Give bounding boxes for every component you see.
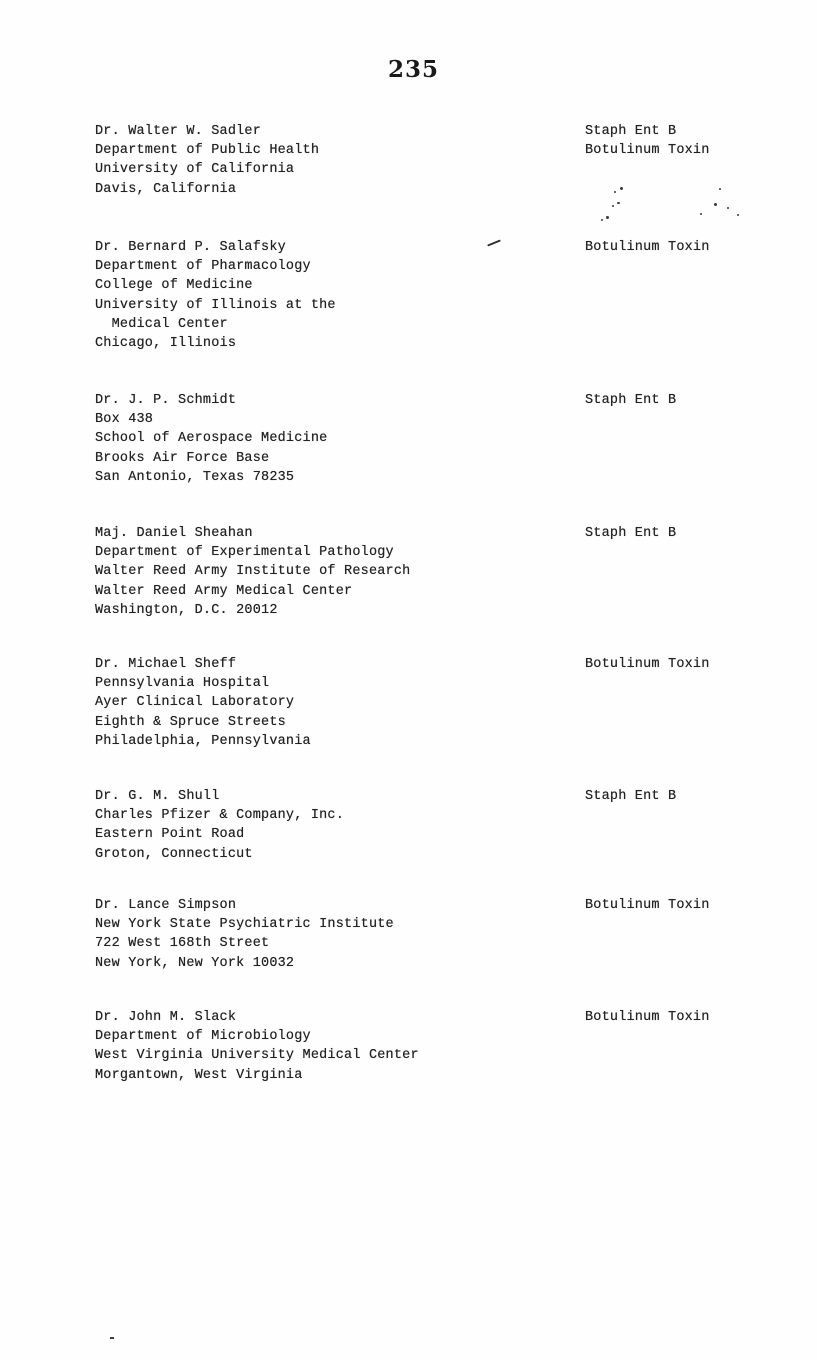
scan-artifact xyxy=(719,188,721,190)
address-line: Walter Reed Army Institute of Research xyxy=(95,564,411,580)
scan-artifact xyxy=(727,207,729,209)
address-line: Dr. Lance Simpson xyxy=(95,898,237,913)
entry-address xyxy=(95,655,311,751)
address-line: University of Illinois at the xyxy=(95,297,336,313)
address-line: Davis, California xyxy=(95,181,237,197)
scan-artifact xyxy=(620,187,623,190)
entry-address xyxy=(95,122,319,199)
address-line: Morgantown, West Virginia xyxy=(95,1067,303,1083)
address-line: Medical Center xyxy=(95,316,228,332)
address-line: Dr. John M. Slack xyxy=(95,1010,237,1025)
scan-artifact xyxy=(110,1337,114,1339)
address-line: College of Medicine xyxy=(95,278,253,294)
scan-artifact xyxy=(601,219,603,221)
address-line: New York, New York 10032 xyxy=(95,955,295,971)
address-line: Ayer Clinical Laboratory xyxy=(95,695,295,711)
entry-address xyxy=(95,524,410,620)
address-line: San Antonio, Texas 78235 xyxy=(95,469,295,485)
entry-agents xyxy=(585,122,710,160)
entry-address xyxy=(95,238,336,353)
entry-address xyxy=(95,787,344,864)
address-line: Department of Public Health xyxy=(95,143,320,159)
entry-address xyxy=(95,896,394,973)
entry-agents xyxy=(585,524,676,543)
page-number: 235 xyxy=(387,56,439,83)
agent-label: Botulinum Toxin xyxy=(585,1010,710,1025)
entry-agents xyxy=(585,238,710,257)
address-line: Dr. Michael Sheff xyxy=(95,657,237,672)
agent-label: Botulinum Toxin xyxy=(585,240,710,255)
agent-label: Staph Ent B xyxy=(585,789,677,804)
address-line: Eastern Point Road xyxy=(95,827,245,843)
address-line: Dr. Bernard P. Salafsky xyxy=(95,240,286,255)
address-line: Chicago, Illinois xyxy=(95,336,237,352)
address-line: Dr. G. M. Shull xyxy=(95,789,220,804)
scan-artifact xyxy=(612,205,614,207)
entry-address xyxy=(95,1008,419,1085)
address-line: Maj. Daniel Sheahan xyxy=(95,526,253,541)
address-line: Eighth & Spruce Streets xyxy=(95,714,286,730)
agent-label: Staph Ent B xyxy=(585,526,677,541)
address-line: Walter Reed Army Medical Center xyxy=(95,583,353,599)
entry-agents xyxy=(585,787,676,806)
scan-artifact xyxy=(737,214,739,216)
agent-label: Botulinum Toxin xyxy=(585,143,710,159)
address-line: Groton, Connecticut xyxy=(95,846,253,862)
address-line: Charles Pfizer & Company, Inc. xyxy=(95,808,345,824)
address-line: Washington, D.C. 20012 xyxy=(95,602,278,618)
scan-artifact xyxy=(614,191,616,193)
address-line: Department of Experimental Pathology xyxy=(95,545,394,561)
address-line: 722 West 168th Street xyxy=(95,936,270,952)
agent-label: Staph Ent B xyxy=(585,393,677,408)
address-line: Department of Microbiology xyxy=(95,1029,311,1045)
address-line: West Virginia University Medical Center xyxy=(95,1048,419,1064)
address-line: Pennsylvania Hospital xyxy=(95,676,270,692)
scan-artifact xyxy=(606,216,609,219)
address-line: School of Aerospace Medicine xyxy=(95,431,328,447)
address-line: University of California xyxy=(95,162,295,178)
scan-artifact xyxy=(700,213,702,215)
address-line: Department of Pharmacology xyxy=(95,259,311,275)
address-line: Dr. J. P. Schmidt xyxy=(95,393,237,408)
address-line: Brooks Air Force Base xyxy=(95,450,270,466)
address-line: Dr. Walter W. Sadler xyxy=(95,124,262,139)
address-line: New York State Psychiatric Institute xyxy=(95,917,394,933)
entry-address xyxy=(95,391,327,487)
entry-agents xyxy=(585,896,710,915)
entry-agents xyxy=(585,1008,710,1027)
agent-label: Staph Ent B xyxy=(585,124,677,139)
entry-agents xyxy=(585,655,710,674)
entry-agents xyxy=(585,391,676,410)
address-line: Philadelphia, Pennsylvania xyxy=(95,733,311,749)
address-line: Box 438 xyxy=(95,412,154,428)
agent-label: Botulinum Toxin xyxy=(585,898,710,913)
pen-mark-artifact xyxy=(487,239,501,246)
agent-label: Botulinum Toxin xyxy=(585,657,710,672)
scan-artifact xyxy=(714,203,717,206)
scan-artifact xyxy=(617,202,620,204)
